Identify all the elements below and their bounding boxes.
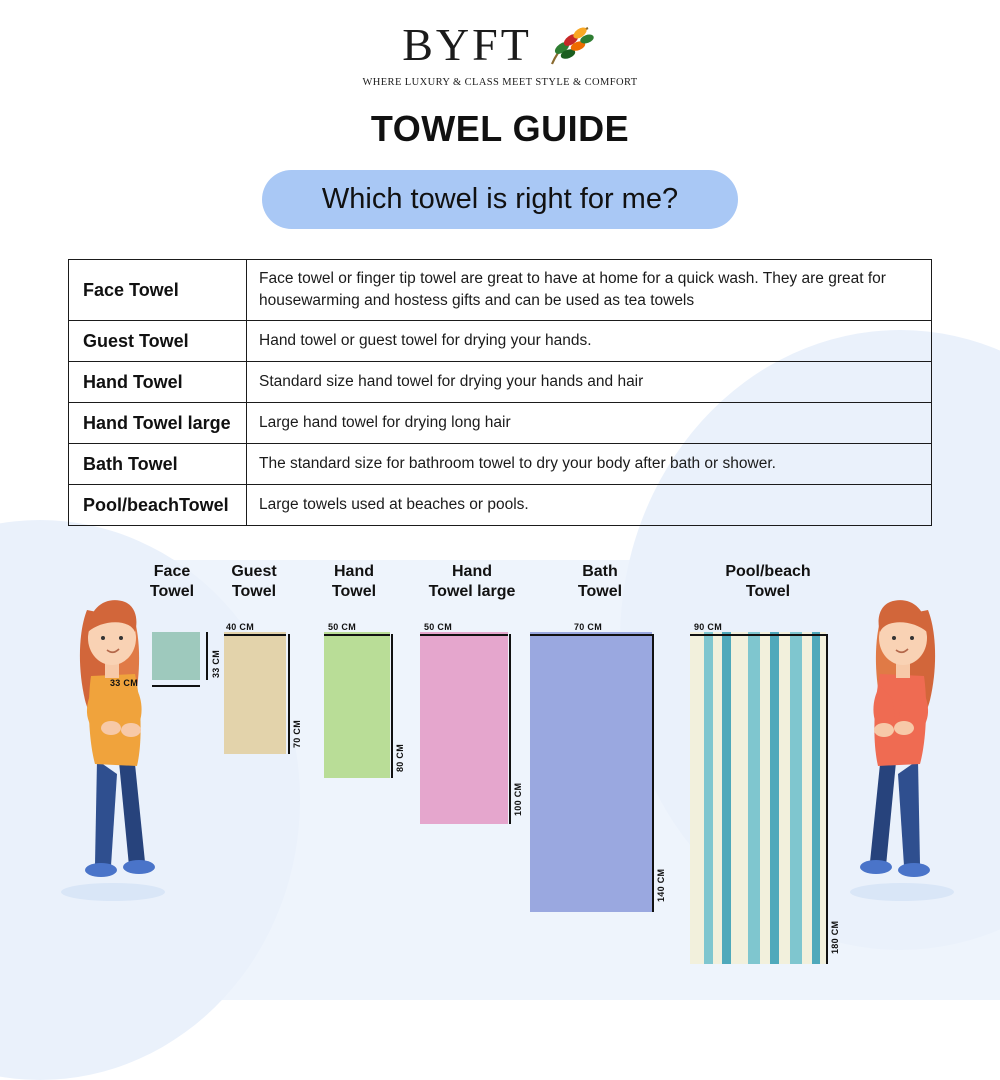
dimension-label-width: 50 CM: [328, 622, 357, 632]
column-title-line1: Bath: [582, 563, 618, 580]
table-row-description: The standard size for bathroom towel to dry your body after bath or shower.: [259, 455, 776, 472]
column-title-line2: Towel: [745, 582, 791, 600]
column-title-line2: Towel: [149, 582, 195, 600]
dimension-line-horizontal: [324, 634, 390, 636]
table-row-label: Bath Towel: [69, 444, 247, 484]
dimension-line-horizontal: [152, 685, 200, 687]
towel-swatch-guest-towel: [224, 632, 286, 754]
table-row-description: Large towels used at beaches or pools.: [259, 496, 529, 513]
dimension-label-height: 33 CM: [211, 649, 221, 678]
column-title-hand-towel: [312, 562, 396, 601]
column-title-line1: Face: [153, 563, 191, 580]
dimension-label-height: 100 CM: [513, 782, 523, 816]
dimension-label-width: 50 CM: [424, 622, 453, 632]
towel-guide-table: [68, 259, 932, 526]
dimension-label-width: 90 CM: [694, 622, 723, 632]
dimension-line-vertical: [509, 634, 511, 824]
dimension-line-horizontal: [224, 634, 286, 636]
table-row-description: Large hand towel for drying long hair: [259, 414, 511, 431]
towel-size-diagram: [0, 544, 1000, 964]
dimension-label-height: 70 CM: [292, 719, 302, 748]
column-title-line2: Towel large: [428, 582, 516, 600]
woman-illustration-right: [840, 574, 970, 909]
table-row: [69, 403, 931, 444]
column-title-line2: Towel: [577, 582, 623, 600]
stripe-pattern: [690, 632, 826, 964]
column-title-line2: Towel: [331, 582, 377, 600]
dimension-line-vertical: [206, 632, 208, 680]
table-row-description: Hand towel or guest towel for drying your hands.: [259, 332, 592, 349]
dimension-label-height: 80 CM: [395, 743, 405, 772]
towel-swatch-pool-beach-towel: [690, 632, 826, 964]
dimension-line-vertical: [652, 634, 654, 912]
column-title-line1: Hand: [452, 563, 492, 580]
table-row: [69, 260, 931, 321]
towel-swatch-hand-towel: [324, 632, 390, 778]
dimension-line-vertical: [288, 634, 290, 754]
dimension-line-horizontal: [530, 634, 652, 636]
brand-header: [0, 0, 1000, 88]
table-row-description: Face towel or finger tip towel are great to have at home for a quick wash. They are great for housewarming and hostess gifts and can be used as tea towels: [259, 270, 886, 309]
column-title-line2: Towel: [231, 582, 277, 600]
brand-tagline: WHERE LUXURY & CLASS MEET STYLE & COMFORT: [362, 77, 638, 88]
column-title-hand-towel-large: [404, 562, 540, 601]
leaf-icon: [538, 24, 598, 73]
table-row: [69, 321, 931, 362]
column-title-pool-beach-towel: [700, 562, 836, 601]
column-title-bath-towel: [558, 562, 642, 601]
towel-swatch-bath-towel: [530, 632, 652, 912]
dimension-line-horizontal: [420, 634, 508, 636]
page-title: TOWEL GUIDE: [370, 108, 630, 149]
dimension-line-horizontal: [690, 634, 826, 636]
table-row-label: Hand Towel: [69, 362, 247, 402]
table-row: [69, 362, 931, 403]
table-row-label: Hand Towel large: [69, 403, 247, 443]
column-title-line1: Guest: [231, 563, 277, 580]
dimension-label-width: 40 CM: [226, 622, 255, 632]
table-row: [69, 485, 931, 525]
towel-swatch-hand-towel-large: [420, 632, 508, 824]
table-row-description: Standard size hand towel for drying your hands and hair: [259, 373, 644, 390]
towel-swatch-face-towel: [152, 632, 200, 680]
column-title-line1: Pool/beach: [725, 563, 811, 580]
table-row-label: Face Towel: [69, 260, 247, 320]
dimension-line-vertical: [391, 634, 393, 778]
column-title-line1: Hand: [334, 563, 374, 580]
dimension-label-height: 140 CM: [656, 868, 666, 902]
column-title-guest-towel: [212, 562, 296, 601]
dimension-line-vertical: [826, 634, 828, 964]
table-row: [69, 444, 931, 485]
column-title-face-towel: [130, 562, 214, 601]
table-row-label: Pool/beachTowel: [69, 485, 247, 525]
woman-illustration-left: [45, 574, 175, 909]
brand-name: BYFT: [402, 19, 532, 70]
dimension-label-width: 33 CM: [110, 678, 139, 688]
table-row-label: Guest Towel: [69, 321, 247, 361]
dimension-label-width: 70 CM: [574, 622, 603, 632]
dimension-label-height: 180 CM: [830, 920, 840, 954]
question-pill: Which towel is right for me?: [262, 170, 738, 229]
